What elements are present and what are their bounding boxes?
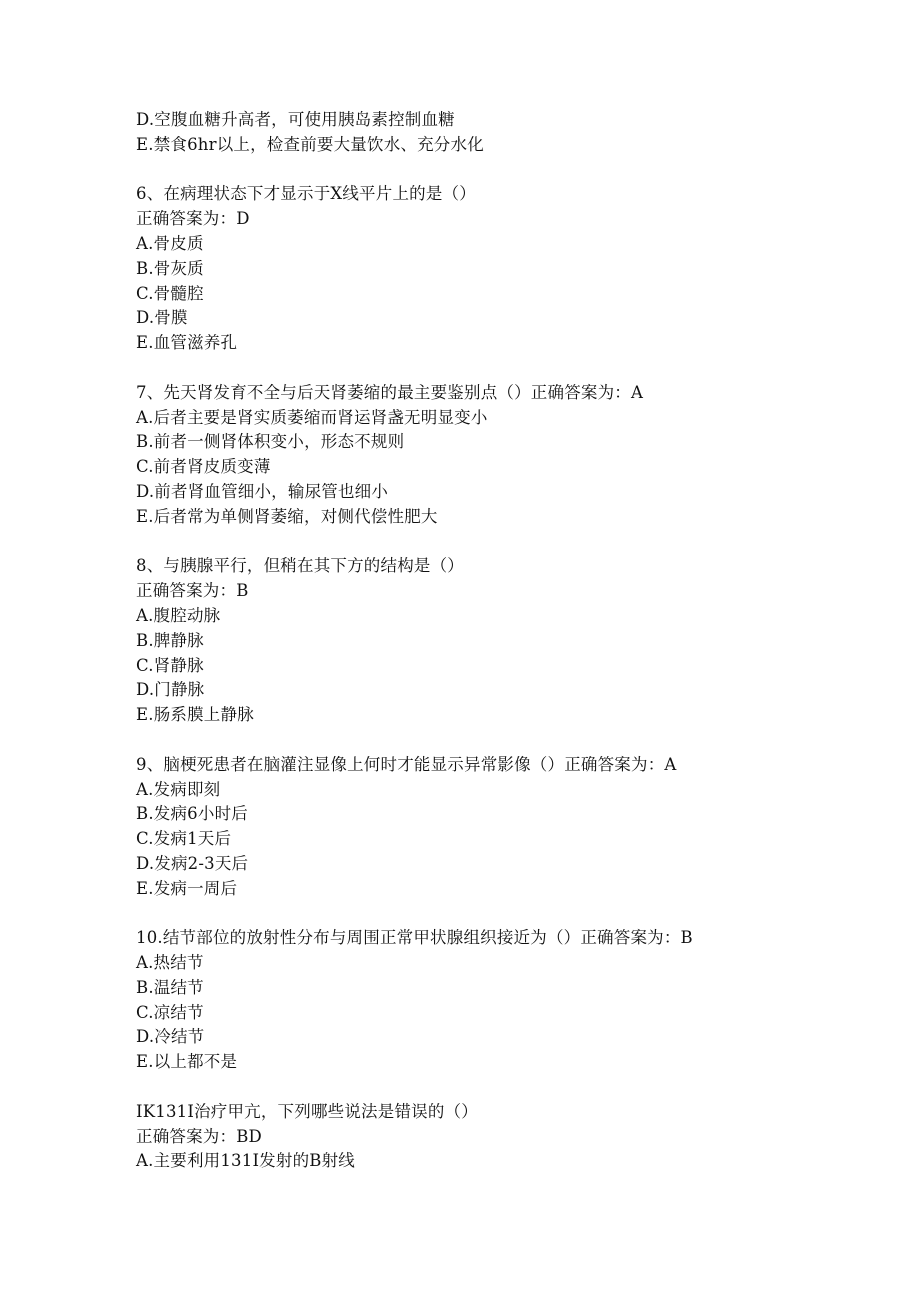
option-d: D.冷结节 [136,1027,205,1047]
option-d: D.前者肾血管细小，输尿管也细小 [136,481,389,501]
question-11 [136,1100,876,1174]
continuation-block [136,108,876,158]
question-text: 6、在病理状态下才显示于X线平片上的是（） [136,184,476,204]
option-d: D.门静脉 [136,680,205,700]
question-text: 8、与胰腺平行，但稍在其下方的结构是（） [136,556,464,576]
option-a: A.后者主要是肾实质萎缩而肾运肾盏无明显变小 [136,407,488,427]
option-a: A.主要利用131I发射的B射线 [136,1151,355,1171]
question-text: 10.结节部位的放射性分布与周围正常甲状腺组织接近为（）正确答案为：B [136,928,693,948]
option-e: E.肠系膜上静脉 [136,705,254,725]
option-c: C.前者肾皮质变薄 [136,457,271,477]
option-b: B.骨灰质 [136,258,204,278]
option-b: B.脾静脉 [136,630,204,650]
option-b: B.温结节 [136,977,204,997]
answer-line: 正确答案为：BD [136,1126,262,1146]
question-8 [136,554,876,728]
question-text: IK131I治疗甲亢，下列哪些说法是错误的（） [136,1101,478,1121]
question-6 [136,182,876,356]
question-7 [136,381,876,530]
answer-line: 正确答案为：B [136,581,249,601]
option-e: E.血管滋养孔 [136,333,238,353]
option-d: D.发病2-3天后 [136,853,249,873]
option-a: A.腹腔动脉 [136,605,221,625]
option-c: C.骨髓腔 [136,283,204,303]
option-d: D.骨膜 [136,308,188,328]
option-e: E.发病一周后 [136,878,238,898]
option-a: A.骨皮质 [136,233,204,253]
option-d: D.空腹血糖升高者，可使用胰岛素控制血糖 [136,110,455,129]
question-text: 9、脑梗死患者在脑灌注显像上何时才能显示异常影像（）正确答案为：A [136,754,677,774]
option-a: A.热结节 [136,953,204,973]
question-9 [136,753,876,902]
question-10 [136,926,876,1075]
option-c: C.发病1天后 [136,829,232,849]
option-a: A.发病即刻 [136,779,221,799]
document-page [136,108,876,1199]
option-e: E.后者常为单侧肾萎缩，对侧代偿性肥大 [136,506,438,526]
option-c: C.肾静脉 [136,655,204,675]
option-b: B.前者一侧肾体积变小，形态不规则 [136,432,405,452]
answer-line: 正确答案为：D [136,209,250,229]
option-c: C.凉结节 [136,1002,204,1022]
option-b: B.发病6小时后 [136,804,248,824]
option-e: E.以上都不是 [136,1052,238,1072]
option-e: E.禁食6hr以上，检查前要大量饮水、充分水化 [136,134,484,154]
question-text: 7、先天肾发育不全与后天肾萎缩的最主要鉴别点（）正确答案为：A [136,382,644,402]
